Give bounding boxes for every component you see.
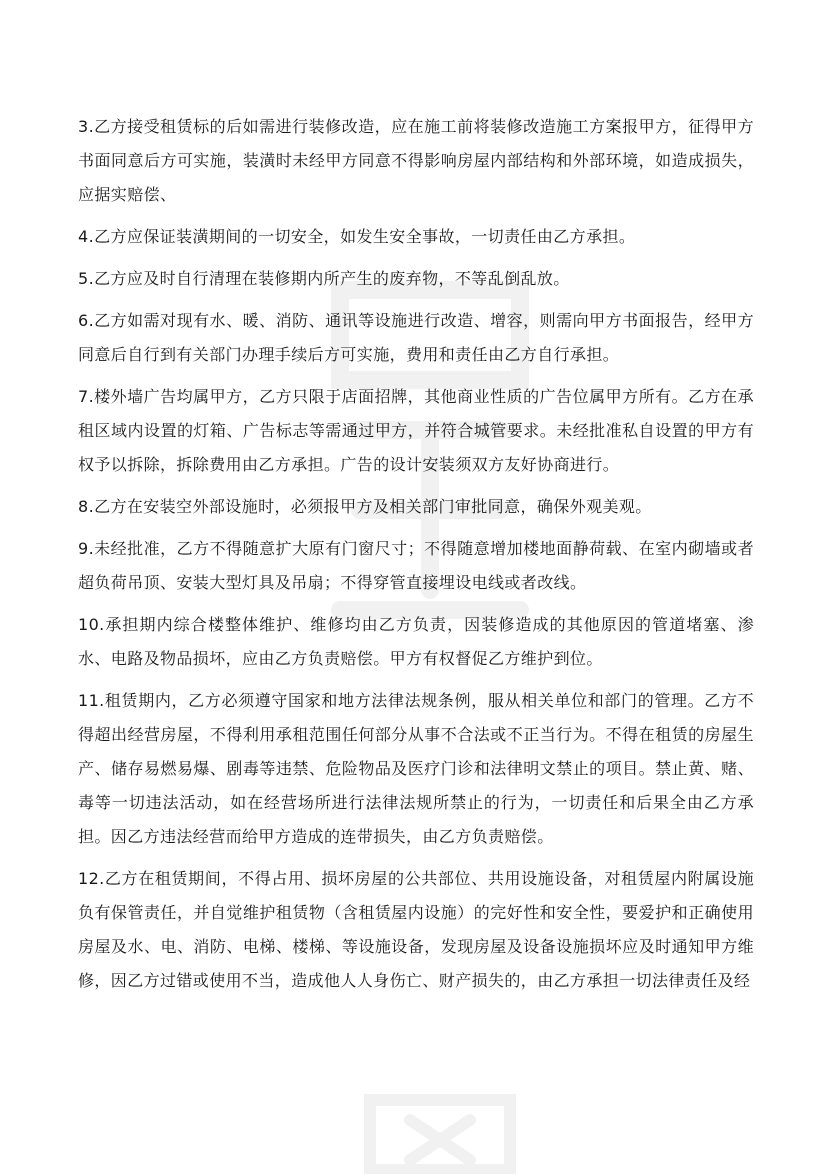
clause-7: 7.楼外墙广告均属甲方，乙方只限于店面招牌，其他商业性质的广告位属甲方所有。乙方在承租区域内设置的灯箱、广告标志等需通过甲方，并符合城管要求。未经批准私自设置的甲方有权予以拆除，拆除费用由乙方承担。广告的设计安装须双方友好协商进行。 [78, 387, 754, 474]
contract-body [78, 110, 754, 1006]
clause-12: 12.乙方在租赁期间，不得占用、损坏房屋的公共部位、共用设施设备，对租赁屋内附属设施负有保管责任，并自觉维护租赁物（含租赁屋内设施）的完好性和安全性，要爱护和正确使用房屋及水、电、消防、电梯、楼梯、等设施设备，发现房屋及设备设施损坏应及时通知甲方维修，因乙方过错或使用不当，造成他人人身伤亡、财产损失的，由乙方承担一切法律责任及经 [78, 869, 754, 990]
watermark-mark-icon [350, 1080, 530, 1174]
clause-3: 3.乙方接受租赁标的后如需进行装修改造，应在施工前将装修改造施工方案报甲方，征得甲方书面同意后方可实施，装潢时未经甲方同意不得影响房屋内部结构和外部环境，如造成损失，应据实赔偿、 [78, 117, 754, 204]
clause-6: 6.乙方如需对现有水、暖、消防、通讯等设施进行改造、增容，则需向甲方书面报告，经甲方同意后自行到有关部门办理手续后方可实施，费用和责任由乙方自行承担。 [78, 311, 754, 364]
clause-10: 10.承担期内综合楼整体维护、维修均由乙方负责，因装修造成的其他原因的管道堵塞、渗水、电路及物品损坏，应由乙方负责赔偿。甲方有权督促乙方维护到位。 [78, 615, 754, 668]
clause-5: 5.乙方应及时自行清理在装修期内所产生的废弃物，不等乱倒乱放。 [78, 269, 570, 288]
clause-8: 8.乙方在安装空外部设施时，必须报甲方及相关部门审批同意，确保外观美观。 [78, 497, 652, 516]
clause-9: 9.未经批准，乙方不得随意扩大原有门窗尺寸；不得随意增加楼地面静荷载、在室内砌墙或者超负荷吊顶、安装大型灯具及吊扇；不得穿管直接埋设电线或者改线。 [78, 539, 754, 592]
clause-11: 11.租赁期内，乙方必须遵守国家和地方法律法规条例，服从相关单位和部门的管理。乙方不得超出经营房屋，不得利用承租范围任何部分从事不合法或不正当行为。不得在租赁的房屋生产、储存易燃易爆、剧毒等违禁、危险物品及医疗门诊和法律明文禁止的项目。禁止黄、赌、毒等一切违法活动，如在经营场所进行法律法规所禁止的行为，一切责任和后果全由乙方承担。因乙方违法经营而给甲方造成的连带损失，由乙方负责赔偿。 [78, 691, 754, 846]
clause-4: 4.乙方应保证装潢期间的一切安全，如发生安全事故，一切责任由乙方承担。 [78, 227, 636, 246]
